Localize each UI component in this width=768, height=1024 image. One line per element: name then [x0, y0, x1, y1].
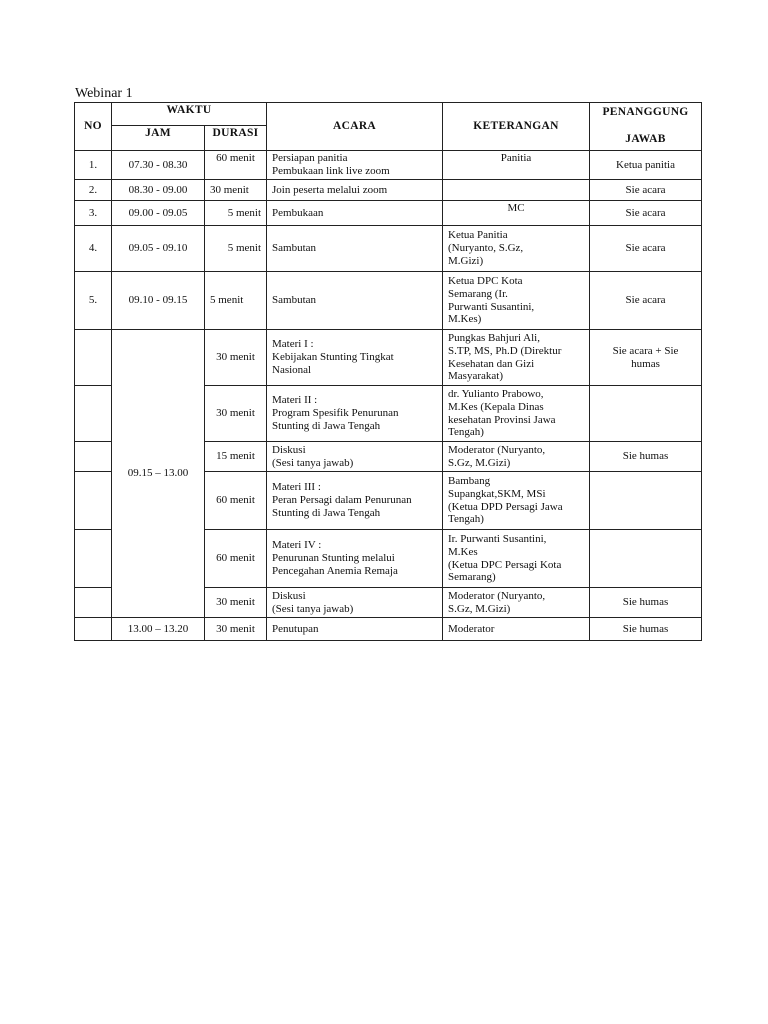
cell-keterangan	[443, 618, 590, 641]
cell-durasi: 30 menit	[205, 386, 267, 442]
header-durasi: DURASI	[205, 126, 267, 151]
cell-no	[75, 588, 112, 618]
cell-acara-line: Penurunan Stunting melalui	[272, 552, 395, 565]
cell-keterangan-line: (Nuryanto, S.Gz,	[448, 242, 524, 255]
table-row	[75, 330, 702, 386]
cell-keterangan-line: MC	[507, 202, 525, 214]
cell-acara	[267, 472, 443, 530]
cell-no	[75, 618, 112, 641]
cell-keterangan	[443, 272, 590, 330]
cell-durasi: 60 menit	[205, 530, 267, 588]
cell-durasi: 60 menit	[205, 472, 267, 530]
cell-acara	[267, 180, 443, 201]
cell-penanggung-jawab: Sie acara	[590, 180, 702, 201]
cell-acara	[267, 330, 443, 386]
cell-acara-line: Peran Persagi dalam Penurunan	[272, 494, 412, 507]
table-row	[75, 226, 702, 272]
cell-durasi: 5 menit	[205, 272, 267, 330]
cell-acara-line: Penutupan	[272, 622, 319, 635]
cell-keterangan-line: S.Gz, M.Gizi)	[448, 602, 511, 615]
cell-acara	[267, 226, 443, 272]
cell-penanggung-jawab	[590, 472, 702, 530]
table-body	[75, 151, 702, 641]
cell-acara	[267, 618, 443, 641]
cell-penanggung-jawab: Sie acara	[590, 201, 702, 226]
cell-keterangan-line: Bambang	[448, 474, 491, 487]
cell-keterangan-line: (Ketua DPC Persagi Kota	[448, 558, 562, 571]
cell-durasi: 60 menit	[205, 151, 267, 180]
cell-durasi: 30 menit	[205, 618, 267, 641]
cell-no	[75, 330, 112, 386]
cell-acara	[267, 530, 443, 588]
header-penanggung-jawab: PENANGGUNG JAWAB	[590, 103, 702, 151]
cell-no: 1.	[75, 151, 112, 180]
cell-no	[75, 386, 112, 442]
cell-acara-line: Sambutan	[272, 294, 317, 307]
cell-keterangan-line: Kesehatan dan Gizi	[448, 357, 535, 370]
cell-keterangan-line: M.Kes (Kepala Dinas	[448, 400, 544, 413]
cell-keterangan-line: Ketua DPC Kota	[448, 274, 523, 287]
cell-keterangan-line: M.Kes	[448, 545, 478, 558]
cell-keterangan-line: Ketua Panitia	[448, 229, 508, 242]
table-row	[75, 618, 702, 641]
cell-penanggung-jawab	[590, 530, 702, 588]
cell-keterangan-line: dr. Yulianto Prabowo,	[448, 387, 544, 400]
cell-acara-line: Sambutan	[272, 242, 317, 255]
cell-acara-line: Pembukaan link live zoom	[272, 165, 390, 177]
cell-jam: 13.00 – 13.20	[112, 618, 205, 641]
cell-keterangan	[443, 588, 590, 618]
cell-penanggung-jawab: Ketua panitia	[590, 151, 702, 180]
document-title: Webinar 1	[75, 86, 133, 101]
cell-keterangan-line: Masyarakat)	[448, 370, 503, 383]
cell-penanggung-jawab: Sie acara + Sie humas	[590, 330, 702, 386]
cell-acara-line: Nasional	[272, 363, 312, 376]
header-no: NO	[75, 103, 112, 151]
cell-durasi: 5 menit	[205, 226, 267, 272]
cell-acara-line: Pencegahan Anemia Remaja	[272, 564, 398, 577]
cell-keterangan	[443, 330, 590, 386]
cell-keterangan-line: M.Gizi)	[448, 254, 484, 267]
cell-keterangan-line: Moderator (Nuryanto,	[448, 589, 546, 602]
cell-keterangan-line: Tengah)	[448, 513, 484, 526]
cell-acara	[267, 201, 443, 226]
cell-acara-line: Materi III :	[272, 481, 321, 494]
cell-jam: 07.30 - 08.30	[112, 151, 205, 180]
cell-keterangan-line: (Ketua DPD Persagi Jawa	[448, 500, 563, 513]
cell-acara-line: Program Spesifik Penurunan	[272, 407, 399, 420]
cell-penanggung-jawab: Sie acara	[590, 272, 702, 330]
cell-keterangan	[443, 180, 590, 201]
cell-acara-line: (Sesi tanya jawab)	[272, 456, 354, 469]
cell-acara-line: Persiapan panitia	[272, 152, 348, 165]
cell-keterangan	[443, 151, 590, 180]
table-row	[75, 180, 702, 201]
cell-keterangan	[443, 386, 590, 442]
cell-no	[75, 530, 112, 588]
header-keterangan: KETERANGAN	[443, 103, 590, 151]
cell-durasi: 30 menit	[205, 180, 267, 201]
cell-durasi: 15 menit	[205, 442, 267, 472]
header-waktu: WAKTU	[112, 103, 267, 126]
cell-jam: 09.10 - 09.15	[112, 272, 205, 330]
cell-acara	[267, 272, 443, 330]
cell-keterangan-line: Pungkas Bahjuri Ali,	[448, 331, 540, 344]
cell-durasi: 30 menit	[205, 330, 267, 386]
cell-keterangan-line: Panitia	[500, 152, 532, 164]
cell-jam: 09.00 - 09.05	[112, 201, 205, 226]
cell-keterangan	[443, 226, 590, 272]
cell-acara-line: Join peserta melalui zoom	[272, 183, 388, 196]
cell-keterangan-line: Semarang (Ir.	[448, 287, 508, 300]
cell-acara-line: Stunting di Jawa Tengah	[272, 506, 381, 519]
cell-penanggung-jawab: Sie humas	[590, 618, 702, 641]
cell-acara	[267, 151, 443, 180]
cell-keterangan-line: kesehatan Provinsi Jawa	[448, 413, 556, 426]
cell-keterangan-line: Moderator	[448, 622, 495, 635]
cell-jam-session: 09.15 – 13.00	[112, 330, 205, 618]
cell-no	[75, 442, 112, 472]
cell-acara-line: Pembukaan	[272, 206, 324, 219]
table-row	[75, 151, 702, 180]
cell-keterangan-line: S.TP, MS, Ph.D (Direktur	[448, 344, 562, 357]
cell-durasi: 5 menit	[205, 201, 267, 226]
header-jam: JAM	[112, 126, 205, 151]
cell-penanggung-jawab	[590, 386, 702, 442]
cell-keterangan	[443, 530, 590, 588]
header-acara: ACARA	[267, 103, 443, 151]
cell-no: 5.	[75, 272, 112, 330]
cell-keterangan	[443, 472, 590, 530]
cell-acara-line: Stunting di Jawa Tengah	[272, 419, 381, 432]
schedule-table	[74, 102, 702, 641]
cell-jam: 09.05 - 09.10	[112, 226, 205, 272]
cell-acara-line: (Sesi tanya jawab)	[272, 602, 354, 615]
cell-no: 4.	[75, 226, 112, 272]
cell-keterangan-line: Moderator (Nuryanto,	[448, 443, 546, 456]
cell-keterangan-line: Supangkat,SKM, MSi	[448, 487, 546, 500]
cell-penanggung-jawab: Sie humas	[590, 442, 702, 472]
cell-keterangan-line: Purwanti Susantini,	[448, 300, 535, 313]
cell-acara-line: Materi I :	[272, 338, 314, 351]
table-row	[75, 272, 702, 330]
cell-acara-line: Materi II :	[272, 394, 318, 407]
cell-keterangan	[443, 442, 590, 472]
cell-acara	[267, 442, 443, 472]
cell-penanggung-jawab: Sie acara	[590, 226, 702, 272]
cell-penanggung-jawab: Sie humas	[590, 588, 702, 618]
cell-acara-line: Kebijakan Stunting Tingkat	[272, 351, 394, 364]
cell-acara	[267, 588, 443, 618]
cell-no: 3.	[75, 201, 112, 226]
cell-no: 2.	[75, 180, 112, 201]
cell-jam: 08.30 - 09.00	[112, 180, 205, 201]
cell-acara-line: Materi IV :	[272, 539, 322, 552]
cell-keterangan	[443, 201, 590, 226]
table-row	[75, 201, 702, 226]
cell-no	[75, 472, 112, 530]
table-header	[75, 103, 702, 151]
cell-keterangan-line: S.Gz, M.Gizi)	[448, 456, 511, 469]
cell-keterangan-line: Ir. Purwanti Susantini,	[448, 532, 547, 545]
cell-acara	[267, 386, 443, 442]
cell-acara-line: Diskusi	[272, 589, 306, 602]
cell-durasi: 30 menit	[205, 588, 267, 618]
cell-keterangan-line: M.Kes)	[448, 313, 482, 326]
cell-keterangan-line: Tengah)	[448, 426, 484, 439]
cell-keterangan-line: Semarang)	[448, 571, 496, 584]
cell-acara-line: Diskusi	[272, 443, 306, 456]
